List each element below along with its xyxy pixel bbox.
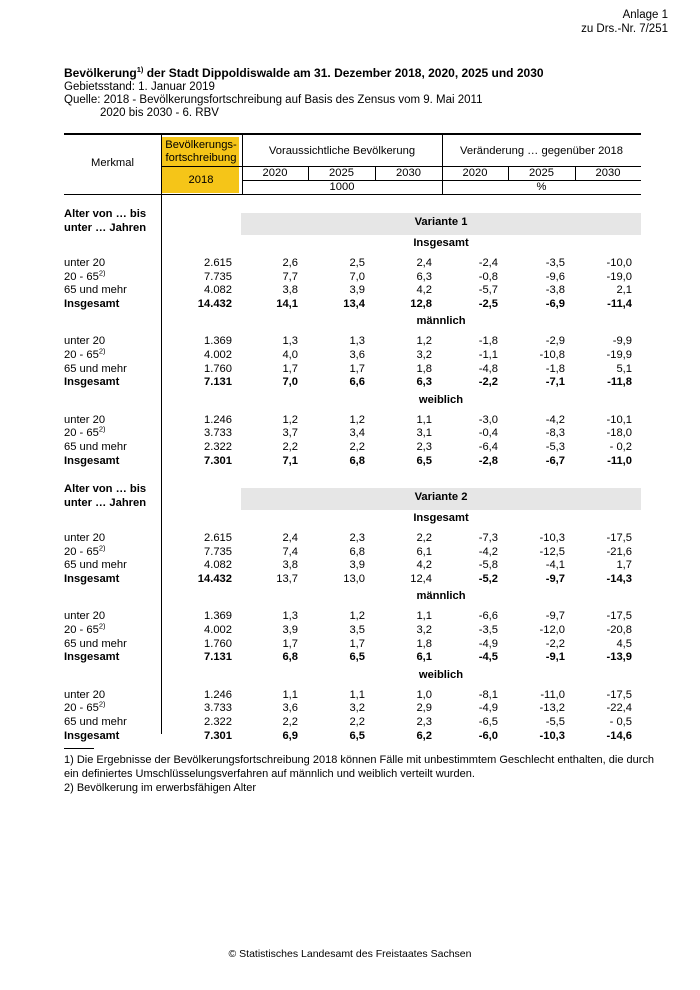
quelle-line-2: 2020 bis 2030 - 6. RBV bbox=[100, 107, 219, 119]
table-cell: 2.322 bbox=[204, 716, 232, 728]
table-cell: 3,2 bbox=[416, 349, 432, 361]
row-label bbox=[64, 638, 127, 650]
table-cell: 2,3 bbox=[416, 441, 432, 453]
table-cell: -9,7 bbox=[545, 572, 565, 585]
table-cell: 5,1 bbox=[616, 362, 632, 375]
table-cell: -5,8 bbox=[478, 559, 498, 572]
footnote-1-cont: ein definiertes Umschlüsselungsverfahren auf männlich und weiblich verteilt wurden. bbox=[64, 768, 475, 780]
table-cell: -10,1 bbox=[606, 413, 632, 426]
footnotes bbox=[64, 753, 654, 795]
table-cell: -4,1 bbox=[545, 559, 565, 572]
row-label-text: 65 und mehr bbox=[64, 362, 127, 375]
table-cell: -9,7 bbox=[545, 610, 565, 623]
table-cell: 1,3 bbox=[349, 335, 365, 348]
row-label-text: unter 20 bbox=[64, 257, 106, 269]
table-cell: -4,2 bbox=[545, 413, 565, 426]
table-cell: 1,1 bbox=[282, 688, 298, 701]
table-cell: 3,9 bbox=[282, 624, 298, 636]
variant-title: Variante 2 bbox=[414, 491, 468, 503]
alter-line-2: unter … Jahren bbox=[64, 497, 147, 509]
unit-percent: % bbox=[536, 181, 547, 193]
row-label bbox=[64, 716, 127, 728]
table-cell: -4,2 bbox=[478, 545, 498, 558]
table-cell: -9,9 bbox=[612, 335, 632, 348]
table-cell: 1.760 bbox=[204, 362, 232, 375]
bf-line-2: fortschreibung bbox=[165, 152, 237, 164]
table-cell: 7,1 bbox=[282, 454, 298, 467]
table-cell: 3,5 bbox=[349, 624, 365, 636]
table-cell: -20,8 bbox=[606, 624, 632, 636]
title-post: der Stadt Dippoldiswalde am 31. Dezember 2018, 2020, 2025 und 2030 bbox=[143, 66, 544, 80]
table-cell: 1,2 bbox=[349, 610, 365, 623]
row-label-text: 20 - 65 bbox=[64, 702, 99, 715]
table-cell: -17,5 bbox=[606, 532, 632, 544]
table-cell: 7.735 bbox=[204, 545, 232, 558]
table-cell: 2,2 bbox=[349, 441, 365, 453]
table-cell: -1,1 bbox=[478, 349, 498, 361]
row-label-text: unter 20 bbox=[64, 610, 106, 623]
row-label-text: 20 - 65 bbox=[64, 624, 99, 636]
table-cell: -2,2 bbox=[545, 637, 565, 650]
table-cell: 1.246 bbox=[204, 688, 232, 701]
row-label bbox=[64, 455, 119, 467]
title-footnote-ref: 1) bbox=[136, 65, 144, 74]
row-label bbox=[64, 284, 127, 296]
table-cell: -19,0 bbox=[606, 270, 632, 283]
table-cell: 1,7 bbox=[349, 637, 365, 650]
table-cell: 2,1 bbox=[616, 284, 632, 297]
copyright-footer: © Statistisches Landesamt des Freistaates Sachsen bbox=[228, 948, 472, 960]
row-label bbox=[64, 441, 127, 453]
row-label-text: 65 und mehr bbox=[64, 716, 127, 728]
table-cell: 7.131 bbox=[204, 651, 232, 664]
table-cell: -6,5 bbox=[478, 716, 498, 728]
table-cell: -2,4 bbox=[478, 257, 498, 269]
table-cell: - 0,5 bbox=[609, 716, 632, 728]
year-2020-b: 2020 bbox=[462, 167, 488, 179]
table-cell: 2,9 bbox=[416, 702, 432, 715]
table-cell: 13,4 bbox=[343, 297, 365, 310]
table-cell: -6,7 bbox=[545, 454, 565, 467]
row-label-text: Insgesamt bbox=[64, 651, 120, 664]
table-cell: 4.002 bbox=[204, 624, 232, 636]
table-cell: -6,0 bbox=[478, 729, 498, 742]
table-cell: 14.432 bbox=[197, 297, 232, 310]
table-cell: -5,3 bbox=[545, 441, 565, 453]
table-cell: 1,2 bbox=[416, 335, 432, 348]
table-cell: 6,9 bbox=[282, 729, 298, 742]
table-cell: -4,9 bbox=[478, 702, 498, 715]
row-footnote-ref: 2) bbox=[98, 621, 106, 631]
row-label-text: Insgesamt bbox=[64, 572, 120, 585]
row-label-text: unter 20 bbox=[64, 688, 106, 701]
veraenderung-header: Veränderung … gegenüber 2018 bbox=[460, 145, 623, 157]
gebietsstand: Gebietsstand: 1. Januar 2019 bbox=[64, 81, 215, 93]
year-2030-b: 2030 bbox=[595, 167, 621, 179]
row-label-text: 20 - 65 bbox=[64, 349, 99, 361]
table-cell: -10,3 bbox=[539, 532, 565, 544]
table-cell: 2,2 bbox=[349, 716, 365, 728]
table-cell: 2,2 bbox=[416, 532, 432, 544]
drs-number: zu Drs.-Nr. 7/251 bbox=[581, 23, 668, 35]
row-label bbox=[64, 573, 119, 585]
table-cell: 1.246 bbox=[204, 413, 232, 426]
table-cell: -17,5 bbox=[606, 610, 632, 623]
table-cell: -19,9 bbox=[606, 349, 632, 361]
table-cell: 3.733 bbox=[204, 702, 232, 715]
row-label-text: 65 und mehr bbox=[64, 441, 127, 453]
table-cell: 7.131 bbox=[204, 376, 232, 389]
row-label-text: Insgesamt bbox=[64, 454, 120, 467]
table-cell: -10,8 bbox=[539, 349, 565, 361]
table-cell: 1,2 bbox=[349, 413, 365, 426]
group-title: männlich bbox=[416, 590, 466, 603]
bf-line-1: Bevölkerungs- bbox=[165, 139, 237, 151]
variant-title: Variante 1 bbox=[414, 216, 468, 228]
row-label-text: unter 20 bbox=[64, 532, 106, 544]
table-cell: -11,8 bbox=[607, 376, 632, 389]
table-cell: -2,2 bbox=[478, 376, 498, 389]
table-cell: 1,0 bbox=[416, 688, 432, 701]
table-cell: 1,3 bbox=[282, 610, 298, 623]
table-cell: 7,0 bbox=[282, 376, 298, 389]
row-footnote-ref: 2) bbox=[98, 424, 106, 434]
table-cell: 6,5 bbox=[416, 454, 432, 467]
row-footnote-ref: 2) bbox=[98, 699, 106, 709]
table-cell: 4,5 bbox=[616, 637, 632, 650]
table-cell: -5,2 bbox=[478, 572, 498, 585]
table-cell: 3.733 bbox=[204, 427, 232, 440]
year-2020-a: 2020 bbox=[262, 167, 288, 179]
table-cell: 2,4 bbox=[416, 257, 432, 269]
table-cell: -4,8 bbox=[478, 362, 498, 375]
table-cell: -18,0 bbox=[606, 427, 632, 440]
table-cell: 2,2 bbox=[282, 441, 298, 453]
row-label bbox=[64, 559, 127, 571]
table-top-rule bbox=[64, 133, 641, 135]
table-cell: -5,5 bbox=[545, 716, 565, 728]
table-cell: 1,7 bbox=[616, 559, 632, 572]
table-cell: 13,0 bbox=[343, 572, 365, 585]
table-cell: 1,1 bbox=[416, 413, 432, 426]
table-cell: 6,8 bbox=[282, 651, 298, 664]
table-cell: -3,5 bbox=[545, 257, 565, 269]
voraussichtliche-header: Voraussichtliche Bevölkerung bbox=[268, 145, 416, 157]
table-cell: 13,7 bbox=[276, 572, 298, 585]
table-cell: 6,6 bbox=[349, 376, 365, 389]
table-cell: 7.301 bbox=[204, 454, 232, 467]
table-cell: -14,3 bbox=[606, 572, 632, 585]
table-cell: -2,9 bbox=[545, 335, 565, 348]
table-cell: 2.615 bbox=[204, 257, 232, 269]
table-cell: -8,3 bbox=[545, 427, 565, 440]
table-cell: -2,5 bbox=[478, 297, 498, 310]
row-label-text: 20 - 65 bbox=[64, 427, 99, 440]
table-cell: -11,4 bbox=[607, 297, 632, 310]
row-footnote-ref: 2) bbox=[98, 267, 106, 277]
row-label bbox=[64, 363, 127, 375]
table-cell: 4.002 bbox=[204, 349, 232, 361]
title-pre: Bevölkerung bbox=[64, 66, 137, 80]
row-label bbox=[64, 651, 119, 663]
table-cell: -10,0 bbox=[606, 257, 632, 269]
table-cell: -8,1 bbox=[478, 688, 498, 701]
alter-line-1: Alter von … bis bbox=[64, 208, 147, 220]
table-cell: 6,8 bbox=[349, 545, 365, 558]
row-label bbox=[64, 376, 119, 388]
table-cell: 3,6 bbox=[349, 349, 365, 361]
table-cell: 2.322 bbox=[204, 441, 232, 453]
table-cell: -13,9 bbox=[606, 651, 632, 664]
year-2025-b: 2025 bbox=[529, 167, 554, 179]
table-cell: 3,7 bbox=[282, 427, 298, 440]
table-cell: 12,8 bbox=[410, 297, 432, 310]
group-title: Insgesamt bbox=[413, 512, 469, 524]
merkmal-header: Merkmal bbox=[91, 157, 134, 169]
table-cell: -13,2 bbox=[539, 702, 565, 715]
group-title: männlich bbox=[416, 315, 466, 328]
table-cell: 6,1 bbox=[416, 651, 432, 664]
table-cell: 6,5 bbox=[349, 651, 365, 664]
table-cell: 6,1 bbox=[416, 545, 432, 558]
table-cell: 3,2 bbox=[349, 702, 365, 715]
footnote-1: 1) Die Ergebnisse der Bevölkerungsfortschreibung 2018 können Fälle mit unbestimmtem Geschlecht enthalten, die durch bbox=[64, 754, 655, 766]
table-cell: -22,4 bbox=[606, 702, 632, 715]
table-cell: -17,5 bbox=[606, 688, 632, 701]
row-label bbox=[64, 542, 106, 558]
table-cell: -4,9 bbox=[478, 637, 498, 650]
table-cell: 4.082 bbox=[204, 559, 232, 572]
table-cell: 4,2 bbox=[416, 284, 432, 297]
table-cell: 3,6 bbox=[282, 702, 298, 715]
table-cell: -4,5 bbox=[478, 651, 498, 664]
footnote-2: 2) Bevölkerung im erwerbsfähigen Alter bbox=[64, 782, 256, 794]
table-cell: 1,3 bbox=[282, 335, 298, 348]
annex-label bbox=[581, 8, 668, 36]
row-label-text: 20 - 65 bbox=[64, 545, 99, 558]
table-cell: 2,2 bbox=[282, 716, 298, 728]
row-label-text: 65 und mehr bbox=[64, 284, 127, 297]
table-cell: -5,7 bbox=[478, 284, 498, 297]
table-cell: 7.301 bbox=[204, 729, 232, 742]
table-cell: -6,9 bbox=[545, 297, 565, 310]
row-label-text: unter 20 bbox=[64, 413, 106, 426]
table-cell: 1,8 bbox=[416, 637, 432, 650]
table-cell: 1.369 bbox=[204, 610, 232, 623]
table-cell: 3,9 bbox=[349, 559, 365, 572]
row-label-text: 65 und mehr bbox=[64, 559, 127, 572]
unit-1000: 1000 bbox=[329, 181, 355, 193]
table-cell: 6,2 bbox=[416, 729, 432, 742]
table-cell: -12,0 bbox=[539, 624, 565, 636]
table-cell: -1,8 bbox=[478, 335, 498, 348]
table-cell: 4,0 bbox=[282, 349, 298, 361]
group-title: weiblich bbox=[418, 668, 464, 681]
table-cell: -6,6 bbox=[478, 610, 498, 623]
row-footnote-ref: 2) bbox=[98, 542, 106, 552]
table-cell: 3,9 bbox=[349, 284, 365, 297]
row-label-text: Insgesamt bbox=[64, 376, 120, 389]
table-cell: 7.735 bbox=[204, 270, 232, 283]
table-cell: 1,7 bbox=[349, 362, 365, 375]
table-cell: -7,1 bbox=[545, 376, 565, 389]
table-cell: 6,3 bbox=[416, 376, 432, 389]
row-label-text: 20 - 65 bbox=[64, 270, 99, 283]
anlage-text: Anlage 1 bbox=[622, 9, 668, 21]
header-bottom-rule bbox=[64, 194, 641, 195]
row-label-text: 65 und mehr bbox=[64, 637, 127, 650]
group-title: weiblich bbox=[418, 393, 464, 406]
table-cell: 2,4 bbox=[282, 532, 298, 544]
table-cell: 1,1 bbox=[349, 688, 365, 701]
table-cell: -2,8 bbox=[478, 454, 498, 467]
table-cell: -1,8 bbox=[545, 362, 565, 375]
year-2030-a: 2030 bbox=[396, 167, 421, 179]
col-divider-merkmal bbox=[161, 134, 162, 734]
row-label bbox=[64, 267, 106, 283]
table-cell: -3,8 bbox=[545, 284, 565, 297]
quelle-line-1: Quelle: 2018 - Bevölkerungsfortschreibung auf Basis des Zensus vom 9. Mai 2011 bbox=[64, 94, 483, 106]
table-cell: -0,8 bbox=[478, 270, 498, 283]
alter-label bbox=[64, 482, 146, 510]
table-cell: 1.369 bbox=[204, 335, 232, 348]
table-cell: -11,0 bbox=[540, 688, 565, 701]
table-cell: -7,3 bbox=[478, 532, 498, 544]
footnote-rule bbox=[64, 748, 94, 749]
document-title bbox=[64, 66, 544, 80]
table-cell: -10,3 bbox=[539, 729, 565, 742]
table-cell: 3,8 bbox=[282, 559, 298, 572]
table-cell: -9,6 bbox=[545, 270, 565, 283]
table-cell: 14.432 bbox=[197, 572, 232, 585]
table-cell: -6,4 bbox=[478, 441, 498, 453]
table-cell: 3,8 bbox=[282, 284, 298, 297]
table-cell: 2,3 bbox=[416, 716, 432, 728]
row-label bbox=[64, 699, 106, 715]
table-cell: 1,7 bbox=[282, 362, 298, 375]
header-2018: 2018 bbox=[188, 174, 214, 186]
table-cell: 1,1 bbox=[416, 610, 432, 623]
table-cell: 2,3 bbox=[349, 532, 365, 544]
table-cell: 1,7 bbox=[282, 637, 298, 650]
table-cell: -14,6 bbox=[606, 729, 632, 742]
table-cell: 1,8 bbox=[416, 362, 432, 375]
table-cell: 3,2 bbox=[416, 624, 432, 636]
table-cell: 6,3 bbox=[416, 270, 432, 283]
alter-line-1: Alter von … bis bbox=[64, 483, 147, 495]
bevoelkerungsfortschreibung-header bbox=[161, 139, 241, 165]
row-label-text: Insgesamt bbox=[64, 729, 120, 742]
row-label bbox=[64, 298, 119, 310]
table-cell: 4.082 bbox=[204, 284, 232, 297]
year-2025-a: 2025 bbox=[329, 167, 354, 179]
table-cell: 7,0 bbox=[349, 270, 365, 283]
row-label bbox=[64, 424, 106, 440]
table-cell: - 0,2 bbox=[609, 441, 632, 453]
table-cell: -9,1 bbox=[545, 651, 565, 664]
table-cell: -0,4 bbox=[478, 427, 498, 440]
row-label-text: unter 20 bbox=[64, 335, 106, 348]
row-label-text: Insgesamt bbox=[64, 297, 120, 310]
alter-line-2: unter … Jahren bbox=[64, 222, 147, 234]
table-cell: -3,5 bbox=[478, 624, 498, 636]
table-cell: 3,1 bbox=[416, 427, 432, 440]
row-label bbox=[64, 730, 119, 742]
table-cell: -21,6 bbox=[606, 545, 632, 558]
table-cell: 2,6 bbox=[282, 257, 298, 269]
table-cell: 6,5 bbox=[349, 729, 365, 742]
table-cell: 3,4 bbox=[349, 427, 365, 440]
table-cell: 4,2 bbox=[416, 559, 432, 572]
table-cell: 7,7 bbox=[282, 270, 298, 283]
table-cell: -3,0 bbox=[478, 413, 498, 426]
row-label bbox=[64, 346, 106, 361]
group-title: Insgesamt bbox=[413, 237, 469, 249]
row-footnote-ref: 2) bbox=[98, 346, 106, 356]
table-cell: -12,5 bbox=[539, 545, 565, 558]
alter-label bbox=[64, 207, 146, 235]
table-cell: 6,8 bbox=[349, 454, 365, 467]
table-cell: 1,2 bbox=[282, 413, 298, 426]
row-label bbox=[64, 621, 106, 636]
table-cell: 2,5 bbox=[349, 257, 365, 269]
table-cell: 12,4 bbox=[410, 572, 432, 585]
table-cell: 14,1 bbox=[276, 297, 298, 310]
table-cell: 7,4 bbox=[282, 545, 298, 558]
table-cell: 2.615 bbox=[204, 532, 232, 544]
table-cell: 1.760 bbox=[204, 637, 232, 650]
table-cell: -11,0 bbox=[607, 454, 632, 467]
